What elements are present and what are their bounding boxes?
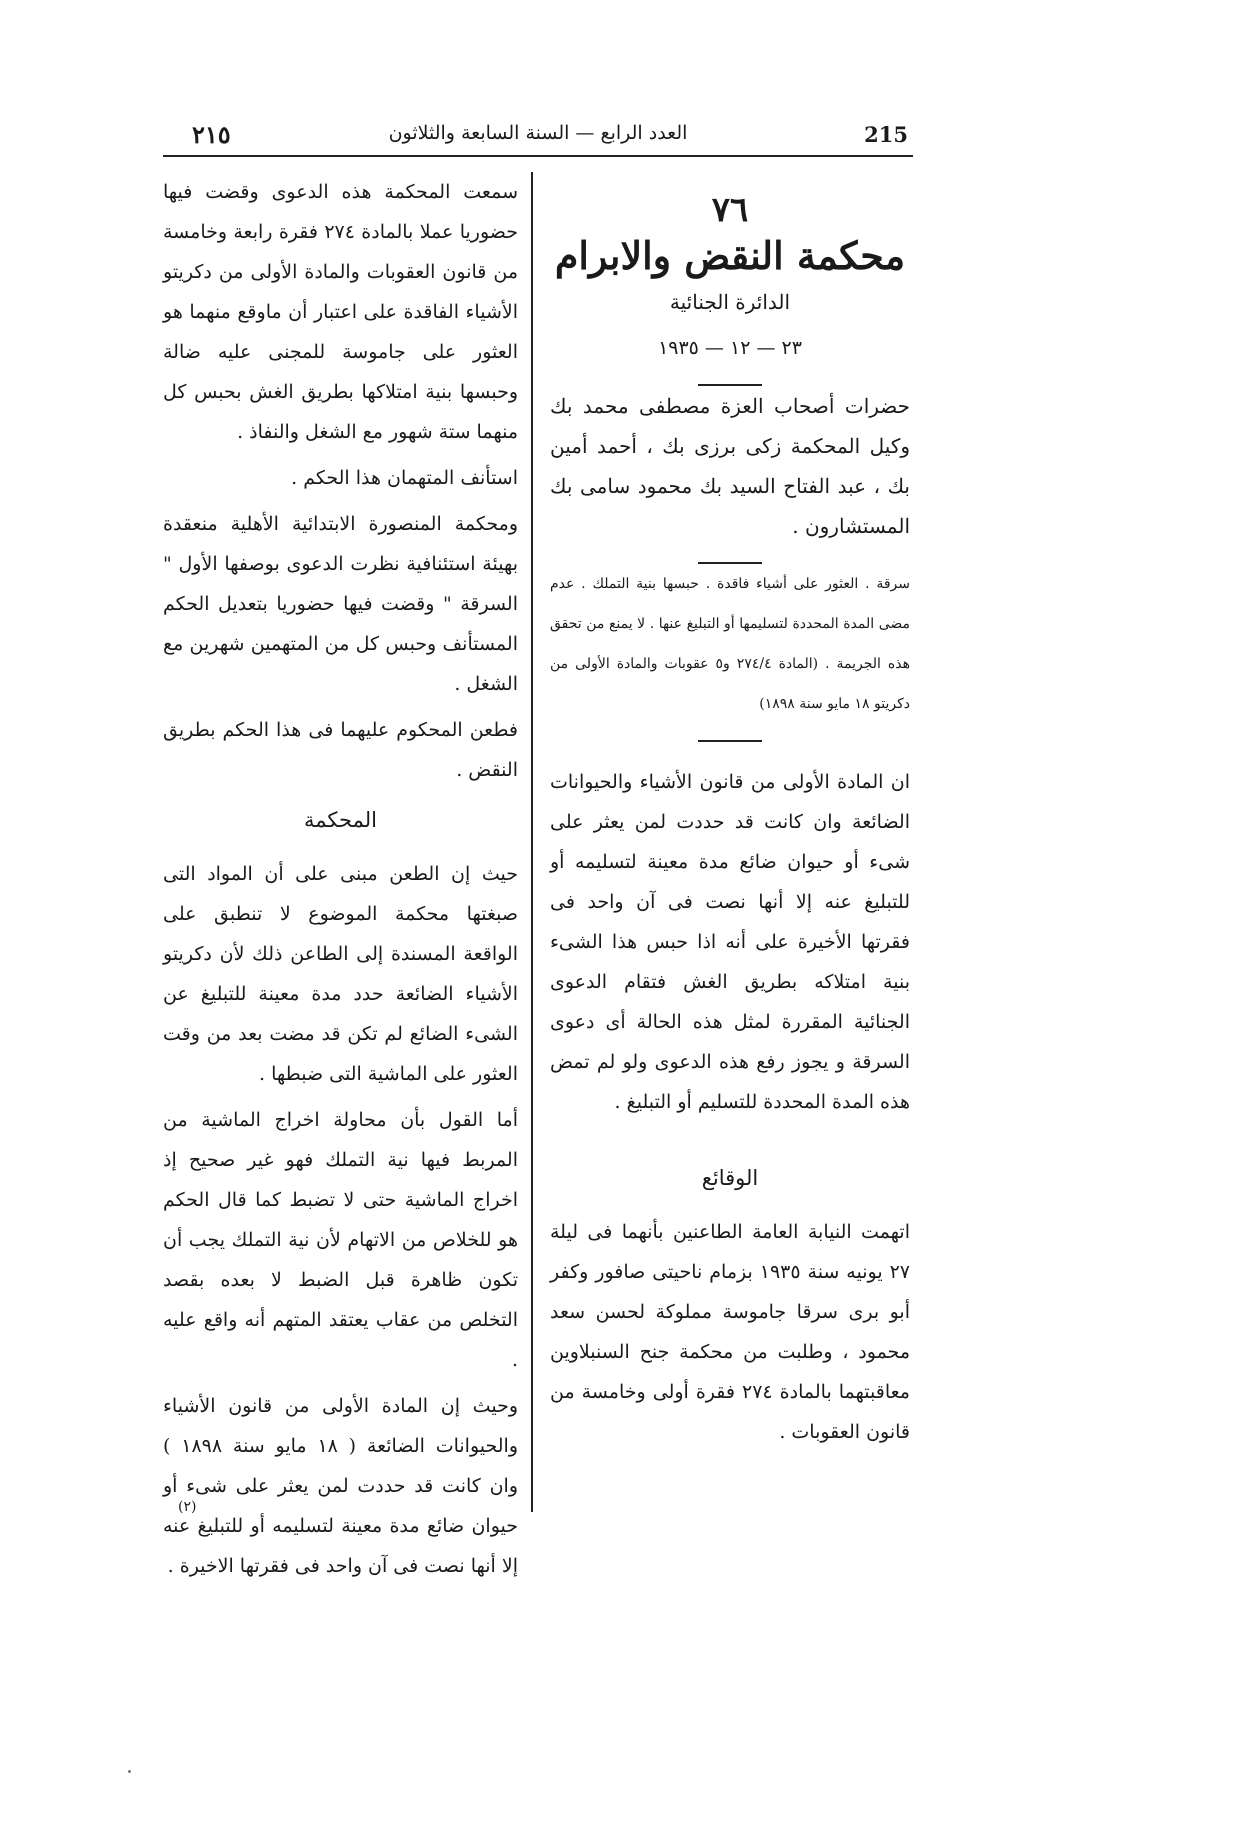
circuit-name: الدائرة الجنائية <box>669 290 791 314</box>
footnote-mark: (٢) <box>178 1499 197 1515</box>
judgment-date: ٢٣ — ١٢ — ١٩٣٥ <box>658 337 802 359</box>
header-rule <box>163 155 913 157</box>
facts-paragraph: اتهمت النيابة العامة الطاعنين بأنهما فى ليلة ٢٧ يونيه سنة ١٩٣٥ بزمام ناحيتى صافور وكفر أبو برى سرقا جاموسة مملوكة لحسن سعد محمود ، وطلبت من محكمة جنح السنبلاوين معاقبتهما بالمادة ٢٧٤ فقرة أولى وخامسة من قانون العقوبات . <box>550 1221 910 1443</box>
scan-speck <box>128 1770 131 1773</box>
running-header <box>168 120 908 156</box>
separator-rule <box>698 740 762 742</box>
bench-composition: حضرات أصحاب العزة مصطفى محمد بك وكيل المحكمة زكى برزى بك ، أحمد أمين بك ، عبد الفتاح السيد بك محمود سامى بك المستشارون . <box>550 394 910 538</box>
judgment-paragraph: وحيث إن المادة الأولى من قانون الأشياء والحيوانات الضائعة ( ١٨ مايو سنة ١٨٩٨ ) وان كانت قد حددت لمن يعثر على شىء أو حيوان ضائع مدة معينة لتسليمه أو للتبليغ عنه إلا أنها نصت فى آن واحد فى فقرتها الاخيرة . <box>163 1395 519 1577</box>
column-divider <box>531 172 533 1512</box>
court-name: محكمة النقض والابرام <box>554 233 906 278</box>
judgment-title: المحكمة <box>304 808 377 832</box>
facts-title: الوقائع <box>701 1166 759 1190</box>
page-number-latin: 215 <box>864 122 908 147</box>
body-paragraph: استأنف المتهمان هذا الحكم . <box>291 467 518 489</box>
right-column <box>550 190 910 1452</box>
body-paragraph: سمعت المحكمة هذه الدعوى وقضت فيها حضوريا عملا بالمادة ٢٧٤ فقرة رابعة وخامسة من قانون العقوبات والمادة الأولى من دكريتو الأشياء الفاقدة على اعتبار أن ماوقع منهما هو العثور على جاموسة للمجنى عليه ضالة وحبسها بنية امتلاكها بطريق الغش بحبس كل منهما ستة شهور مع الشغل والنفاذ . <box>163 181 518 443</box>
body-paragraph: ومحكمة المنصورة الابتدائية الأهلية منعقدة بهيئة استئنافية نظرت الدعوى بوصفها الأول " السرقة " وقضت فيها حضوريا بتعديل الحكم المستأنف وحبس كل من المتهمين شهرين مع الشغل . <box>163 513 518 695</box>
case-number: ٧٦ <box>711 190 749 230</box>
legal-principle <box>550 762 910 1122</box>
principle-paragraph: ان المادة الأولى من قانون الأشياء والحيوانات الضائعة وان كانت قد حددت لمن يعثر على شىء أو حيوان ضائع مدة معينة لتسليمه أو للتبليغ عنه إلا أنها نصت فى آن واحد فى فقرتها الأخيرة على أنه اذا حبس هذا الشىء بنية امتلاكه بطريق الغش فتقام الدعوى الجنائية المقررة لمثل هذه الحالة أى دعوى السرقة و يجوز رفع هذه الدعوى ولو لم تمض هذه المدة المحددة للتسليم أو التبليغ . <box>550 771 910 1113</box>
page-number-arabic: ٢١٥ <box>192 120 231 149</box>
judgment-paragraph: أما القول بأن محاولة اخراج الماشية من المربط فيها نية التملك فهو غير صحيح إذ اخراج الماشية حتى لا تضبط كما قال الحكم هو للخلاص من الاتهام لأن نية التملك يجب أن تكون ظاهرة قبل الضبط لا بعده بقصد التخلص من عقاب يعتقد المتهم أنه واقع عليه . <box>163 1109 518 1371</box>
body-paragraph: فطعن المحكوم عليهما فى هذا الحكم بطريق النقض . <box>163 719 518 781</box>
headnote: سرقة . العثور على أشياء فاقدة . حبسها بنية التملك . عدم مضى المدة المحددة لتسليمها أو التبليغ عنها . لا يمنع من تحقق هذه الجريمة . (المادة ٢٧٤/٤ و٥ عقوبات والمادة الأولى من دكريتو ١٨ مايو سنة ١٨٩٨) <box>550 576 911 712</box>
left-column <box>163 172 518 1586</box>
judgment-paragraph: حيث إن الطعن مبنى على أن المواد التى صبغتها محكمة الموضوع لا تنطبق على الواقعة المسندة إلى الطاعن ذلك لأن دكريتو الأشياء الضائعة حدد مدة معينة للتبليغ عن الشىء الضائع لم تكن قد مضت بعد من وقت العثور على الماشية التى ضبطها . <box>163 863 518 1085</box>
running-title: العدد الرابع — السنة السابعة والثلاثون <box>388 122 688 144</box>
